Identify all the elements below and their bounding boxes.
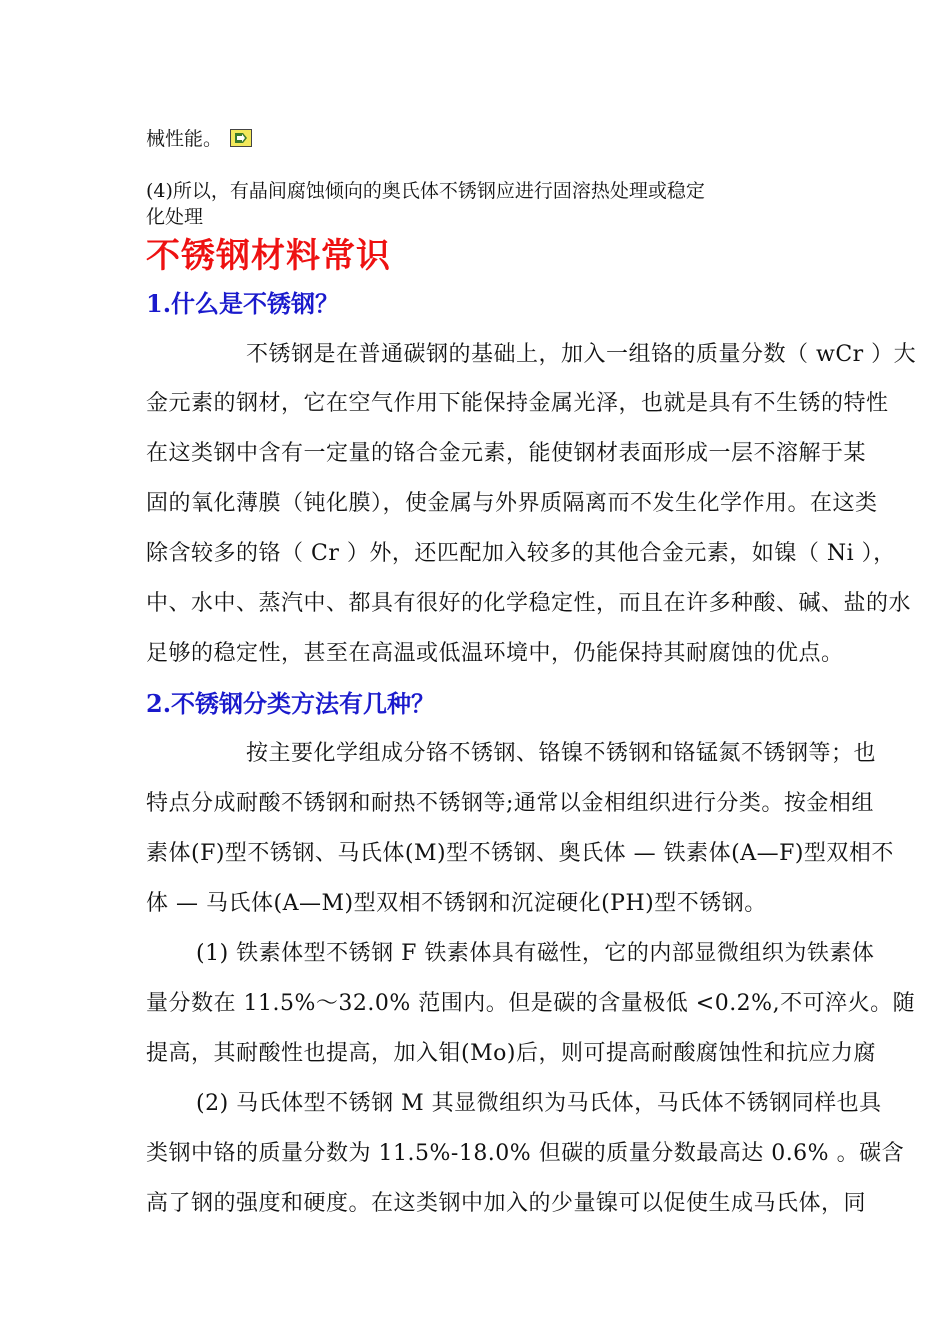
paragraph-line: 足够的稳定性，甚至在高温或低温环境中，仍能保持其耐腐蚀的优点。 [146,641,844,666]
section-heading-2: 2.不锈钢分类方法有几种？ [146,689,436,718]
paragraph-line: 按主要化学组成分铬不锈钢、铬镍不锈钢和铬锰氮不锈钢等；也 [246,741,877,766]
paragraph-line: 量分数在 11.5%～32.0% 范围内。但是碳的含量极低 <0.2%,不可淬火。随 [146,991,916,1016]
paragraph-line: 在这类钢中含有一定量的铬合金元素，能使钢材表面形成一层不溶解于某 [146,441,867,466]
text-line: 化处理 [146,206,204,228]
paragraph-line: 体 — 马氏体(A—M)型双相不锈钢和沉淀硬化(PH)型不锈钢。 [146,891,767,916]
text-fragment: 械性能。 [146,128,223,150]
document-title: 不锈钢材料常识 [146,236,391,276]
paragraph-line: 除含较多的铬（ Cr ）外，还匹配加入较多的其他合金元素，如镍（ Ni ）， [146,541,896,566]
paragraph-line: 素体(F)型不锈钢、马氏体(M)型不锈钢、奥氏体 — 铁素体(A—F)型双相不 [146,841,894,866]
paragraph-line: 提高，其耐酸性也提高，加入钼(Mo)后，则可提高耐酸腐蚀性和抗应力腐 [146,1041,876,1066]
paragraph-line: (1) 铁素体型不锈钢 F 铁素体具有磁性，它的内部显微组织为铁素体 [196,941,875,966]
paragraph-line: 类钢中铬的质量分数为 11.5%-18.0% 但碳的质量分数最高达 0.6% 。碳含 [146,1141,905,1166]
paragraph-line: (2) 马氏体型不锈钢 M 其显微组织为马氏体，马氏体不锈钢同样也具 [196,1091,882,1116]
section-heading-1: 1.什么是不锈钢？ [146,289,340,318]
text-line: (4)所以，有晶间腐蚀倾向的奥氏体不锈钢应进行固溶热处理或稳定 [146,180,705,202]
paragraph-line: 不锈钢是在普通碳钢的基础上，加入一组铬的质量分数（ wCr ）大 [246,342,917,367]
paragraph-line: 金元素的钢材，它在空气作用下能保持金属光泽，也就是具有不生锈的特性 [146,391,889,416]
arrow-doc-icon[interactable] [230,129,252,147]
paragraph-line: 中、水中、蒸汽中、都具有很好的化学稳定性，而且在许多种酸、碱、盐的水 [146,591,912,616]
text-line [146,124,252,151]
paragraph-line: 高了钢的强度和硬度。在这类钢中加入的少量镍可以促使生成马氏体，同 [146,1191,867,1216]
paragraph-line: 固的氧化薄膜（钝化膜），使金属与外界质隔离而不发生化学作用。在这类 [146,491,878,516]
paragraph-line: 特点分成耐酸不锈钢和耐热不锈钢等;通常以金相组织进行分类。按金相组 [146,791,874,816]
